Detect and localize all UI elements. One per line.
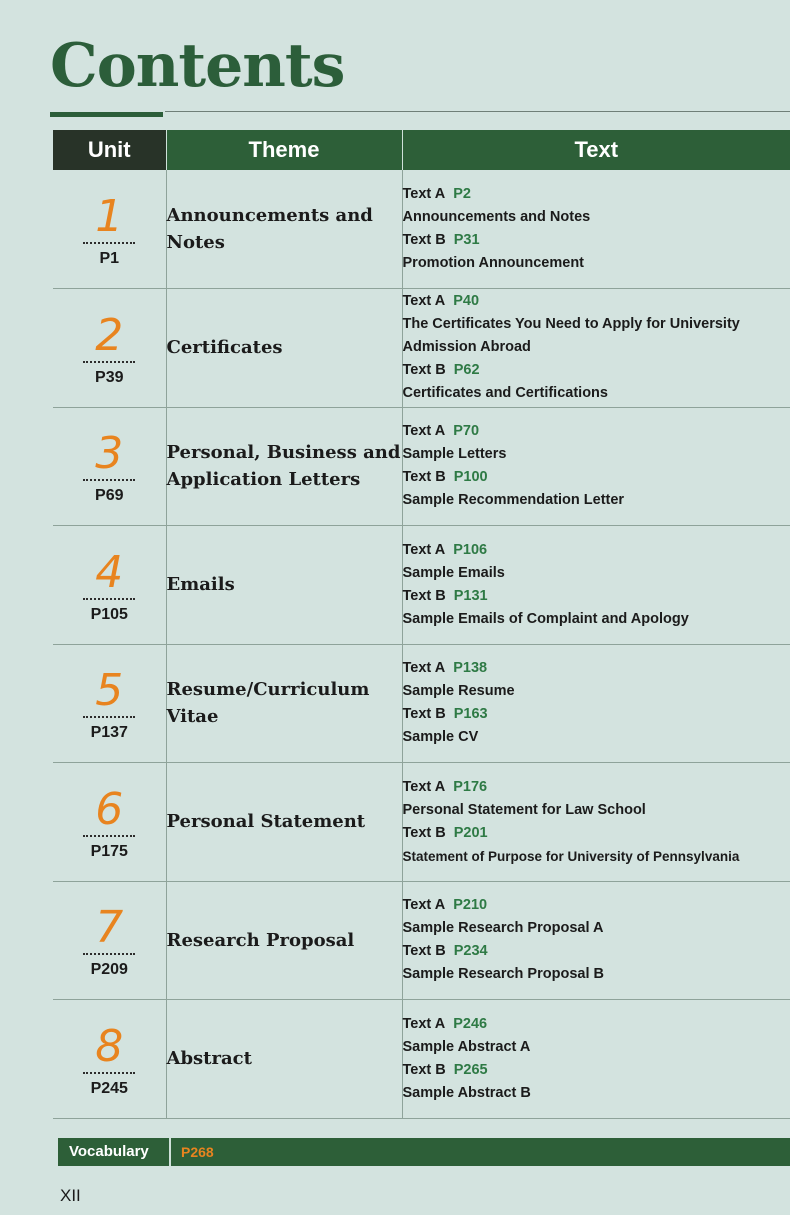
unit-number: 5: [95, 665, 124, 717]
text-b-line: [403, 585, 790, 608]
text-a-label: Text A: [402, 1015, 446, 1032]
unit-page: P1: [99, 250, 120, 267]
unit-theme: Personal, Business and Application Letters: [166, 407, 402, 526]
text-b-line: [403, 822, 790, 845]
text-a-label: Text A: [402, 778, 446, 795]
unit-theme: Announcements and Notes: [166, 170, 402, 289]
title-underline: [50, 112, 163, 117]
dotted-divider: [83, 1072, 135, 1074]
unit-cell: [53, 289, 166, 408]
header-row: [53, 130, 790, 170]
text-a-label: Text A: [402, 660, 446, 677]
unit-theme: Emails: [166, 526, 402, 645]
unit-cell: [53, 1000, 166, 1119]
text-a-title: Sample Research Proposal A: [402, 920, 604, 937]
text-a-page: P70: [453, 423, 480, 440]
dotted-divider: [83, 479, 135, 481]
text-a-page: P138: [453, 660, 488, 677]
text-b-title: Statement of Purpose for University of Pennsylvania: [402, 848, 740, 864]
dotted-divider: [83, 716, 135, 718]
page-title: Contents: [50, 31, 345, 101]
text-a-title: Announcements and Notes: [402, 209, 591, 225]
text-a-line: [403, 894, 790, 917]
text-a-label: Text A: [402, 897, 446, 914]
text-b-page: P234: [453, 943, 488, 960]
text-a-label: Text A: [402, 186, 446, 202]
unit-row: [53, 644, 790, 763]
title-rule: [165, 111, 790, 112]
text-a-label: Text A: [402, 423, 446, 440]
text-b-line: [403, 1059, 790, 1082]
text-a-line: [403, 183, 790, 206]
unit-number: 2: [95, 309, 124, 361]
text-b-page: P163: [453, 706, 488, 723]
text-b-title: Sample Recommendation Letter: [402, 492, 625, 509]
text-b-label: Text B: [402, 362, 446, 379]
text-b-line: [403, 466, 790, 489]
unit-row: [53, 881, 790, 1000]
text-b-line: [403, 229, 790, 252]
contents-table: [53, 130, 790, 1119]
text-a-label: Text A: [402, 293, 446, 310]
unit-page: P137: [90, 724, 128, 742]
unit-theme: Certificates: [166, 289, 402, 408]
unit-number: 7: [95, 902, 124, 954]
text-b-page: P62: [453, 362, 480, 379]
text-b-title: Sample Abstract B: [402, 1084, 531, 1101]
text-a-line: [403, 539, 790, 562]
vocabulary-page: P268: [181, 1144, 214, 1160]
text-a-line: [403, 1013, 790, 1036]
text-cell: [402, 763, 790, 882]
vocabulary-label: Vocabulary: [69, 1143, 149, 1160]
text-b-page: P131: [453, 587, 488, 604]
header-text: Text: [402, 130, 790, 170]
text-b-title: Sample Research Proposal B: [402, 966, 604, 983]
dotted-divider: [83, 598, 135, 600]
text-b-label: Text B: [402, 1061, 446, 1078]
unit-page: P39: [95, 368, 124, 386]
unit-row: [53, 526, 790, 645]
unit-theme: Resume/Curriculum Vitae: [166, 644, 402, 763]
text-a-page: P246: [453, 1015, 488, 1032]
text-a-title: Sample Letters: [402, 446, 507, 463]
unit-page: P175: [90, 842, 128, 860]
text-b-title: Certificates and Certifications: [402, 385, 608, 402]
text-b-label: Text B: [402, 587, 446, 604]
text-a-title: Sample Abstract A: [402, 1038, 531, 1055]
page-number: XII: [60, 1186, 81, 1205]
unit-number: 4: [95, 546, 124, 598]
text-cell: [402, 407, 790, 526]
text-cell: [402, 881, 790, 1000]
text-a-page: P2: [453, 186, 471, 202]
unit-theme: Abstract: [166, 1000, 402, 1119]
text-a-line: [403, 290, 790, 313]
text-b-label: Text B: [402, 232, 446, 248]
dotted-divider: [83, 953, 135, 955]
text-a-page: P210: [453, 897, 488, 914]
unit-page: P245: [90, 1079, 128, 1097]
text-b-title: Sample Emails of Complaint and Apology: [402, 610, 689, 627]
unit-number: 8: [95, 1020, 124, 1072]
text-b-label: Text B: [402, 943, 446, 960]
unit-row: [53, 763, 790, 882]
header-unit: Unit: [53, 130, 166, 170]
text-b-label: Text B: [402, 469, 446, 486]
unit-page: P209: [90, 961, 128, 979]
text-cell: [402, 644, 790, 763]
unit-number: 1: [95, 191, 124, 242]
text-a-page: P40: [453, 293, 480, 310]
unit-row: [53, 289, 790, 408]
text-a-line: [403, 776, 790, 799]
unit-theme: Research Proposal: [166, 881, 402, 1000]
unit-cell: [53, 763, 166, 882]
text-b-line: [403, 359, 790, 382]
unit-number: 3: [95, 428, 124, 480]
text-a-title: Sample Resume: [402, 683, 515, 700]
unit-row: [53, 1000, 790, 1119]
unit-cell: [53, 526, 166, 645]
text-cell: [402, 526, 790, 645]
unit-page: P69: [95, 487, 124, 505]
dotted-divider: [83, 361, 135, 363]
text-b-page: P31: [453, 232, 480, 248]
text-a-page: P176: [453, 778, 488, 795]
text-a-line: [403, 420, 790, 443]
text-a-title: Sample Emails: [402, 564, 505, 581]
vocabulary-divider: [169, 1138, 171, 1166]
dotted-divider: [83, 835, 135, 837]
text-b-title: Promotion Announcement: [402, 255, 585, 271]
dotted-divider: [83, 242, 135, 244]
vocabulary-bar: [58, 1138, 790, 1166]
text-b-title: Sample CV: [402, 729, 479, 746]
text-a-title: Personal Statement for Law School: [402, 801, 646, 818]
text-b-label: Text B: [402, 706, 446, 723]
text-cell: [402, 170, 790, 289]
unit-cell: [53, 170, 166, 289]
unit-cell: [53, 644, 166, 763]
header-theme: Theme: [166, 130, 402, 170]
text-cell: [402, 289, 790, 408]
text-a-label: Text A: [402, 541, 446, 558]
unit-theme: Personal Statement: [166, 763, 402, 882]
unit-cell: [53, 881, 166, 1000]
text-a-page: P106: [453, 541, 488, 558]
text-a-title: The Certificates You Need to Apply for University Admission Abroad: [402, 316, 740, 356]
text-b-page: P100: [453, 469, 488, 486]
text-b-page: P265: [453, 1061, 488, 1078]
text-a-line: [403, 657, 790, 680]
unit-row: [53, 407, 790, 526]
text-cell: [402, 1000, 790, 1119]
text-b-line: [403, 940, 790, 963]
unit-cell: [53, 407, 166, 526]
unit-number: 6: [95, 783, 124, 835]
unit-row: [53, 170, 790, 289]
text-b-label: Text B: [402, 824, 446, 841]
unit-page: P105: [90, 605, 128, 623]
text-b-line: [403, 703, 790, 726]
text-b-page: P201: [453, 824, 488, 841]
